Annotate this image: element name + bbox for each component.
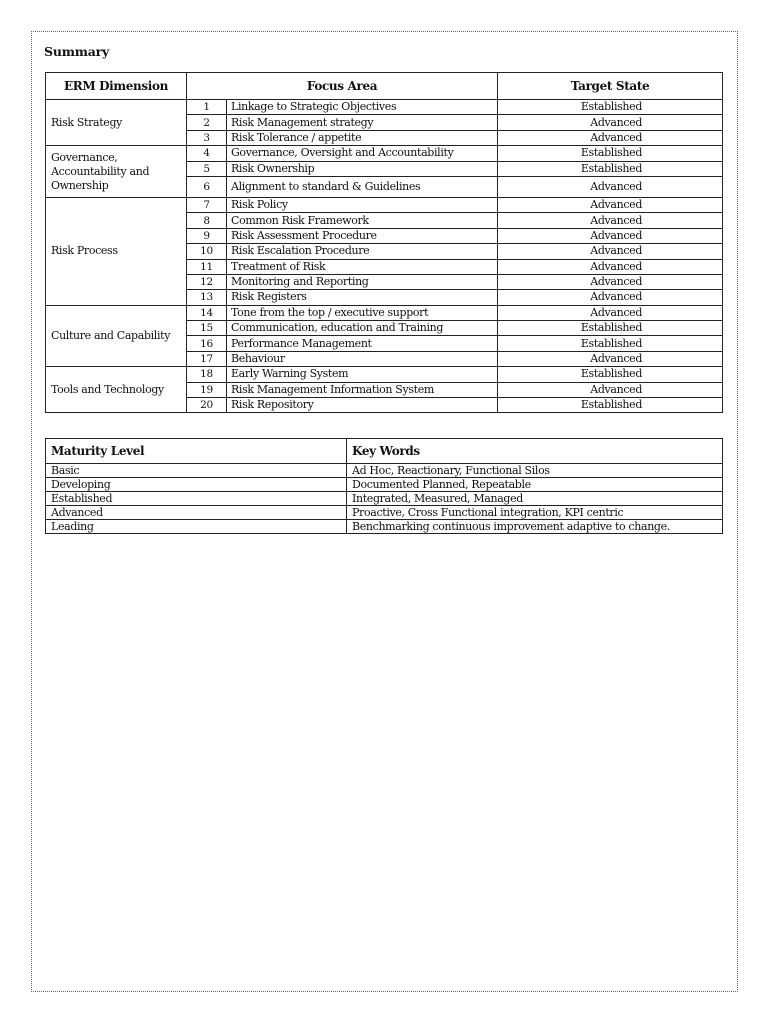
focus-area: Treatment of Risk [227, 259, 498, 274]
row-number: 20 [187, 398, 227, 413]
row-number: 12 [187, 274, 227, 289]
maturity-header-row [46, 439, 723, 464]
focus-area: Risk Management strategy [227, 115, 498, 130]
focus-area: Risk Ownership [227, 161, 498, 176]
table-row [46, 478, 723, 492]
target-state: Advanced [498, 305, 723, 320]
maturity-level: Developing [46, 478, 347, 492]
target-state: Established [498, 398, 723, 413]
table-row [46, 197, 723, 212]
focus-area: Communication, education and Training [227, 321, 498, 336]
summary-heading: Summary [44, 44, 110, 59]
target-state: Advanced [498, 197, 723, 212]
row-number: 15 [187, 321, 227, 336]
key-words: Documented Planned, Repeatable [347, 478, 723, 492]
target-state: Established [498, 336, 723, 351]
table-row [46, 520, 723, 534]
row-number: 3 [187, 130, 227, 145]
focus-area: Risk Policy [227, 197, 498, 212]
table-row [46, 464, 723, 478]
row-number: 6 [187, 176, 227, 197]
table-row [46, 492, 723, 506]
focus-area: Early Warning System [227, 367, 498, 382]
target-state: Advanced [498, 290, 723, 305]
key-words: Integrated, Measured, Managed [347, 492, 723, 506]
row-number: 9 [187, 228, 227, 243]
row-number: 14 [187, 305, 227, 320]
focus-area: Linkage to Strategic Objectives [227, 100, 498, 115]
row-number: 5 [187, 161, 227, 176]
maturity-table [45, 438, 723, 534]
header-target-state: Target State [498, 73, 723, 100]
target-state: Advanced [498, 228, 723, 243]
row-number: 11 [187, 259, 227, 274]
dimension-culture-capability: Culture and Capability [46, 305, 187, 367]
focus-area: Risk Repository [227, 398, 498, 413]
row-number: 10 [187, 244, 227, 259]
target-state: Established [498, 146, 723, 161]
row-number: 1 [187, 100, 227, 115]
table-row [46, 100, 723, 115]
target-state: Advanced [498, 351, 723, 366]
target-state: Established [498, 321, 723, 336]
target-state: Advanced [498, 213, 723, 228]
target-state: Advanced [498, 244, 723, 259]
row-number: 8 [187, 213, 227, 228]
table-row [46, 367, 723, 382]
row-number: 19 [187, 382, 227, 397]
dimension-tools-technology: Tools and Technology [46, 367, 187, 413]
target-state: Advanced [498, 382, 723, 397]
target-state: Advanced [498, 115, 723, 130]
row-number: 13 [187, 290, 227, 305]
table-row [46, 146, 723, 161]
target-state: Established [498, 100, 723, 115]
focus-area: Risk Assessment Procedure [227, 228, 498, 243]
row-number: 2 [187, 115, 227, 130]
summary-header-row [46, 73, 723, 100]
focus-area: Risk Management Information System [227, 382, 498, 397]
target-state: Advanced [498, 259, 723, 274]
focus-area: Common Risk Framework [227, 213, 498, 228]
row-number: 4 [187, 146, 227, 161]
target-state: Advanced [498, 176, 723, 197]
key-words: Ad Hoc, Reactionary, Functional Silos [347, 464, 723, 478]
row-number: 7 [187, 197, 227, 212]
focus-area: Risk Escalation Procedure [227, 244, 498, 259]
row-number: 16 [187, 336, 227, 351]
focus-area: Risk Tolerance / appetite [227, 130, 498, 145]
dimension-governance: Governance, Accountability and Ownership [46, 146, 187, 198]
row-number: 17 [187, 351, 227, 366]
focus-area: Behaviour [227, 351, 498, 366]
target-state: Established [498, 161, 723, 176]
focus-area: Alignment to standard & Guidelines [227, 176, 498, 197]
focus-area: Monitoring and Reporting [227, 274, 498, 289]
header-key-words: Key Words [347, 439, 723, 464]
dimension-risk-process: Risk Process [46, 197, 187, 305]
table-row [46, 305, 723, 320]
maturity-level: Established [46, 492, 347, 506]
focus-area: Tone from the top / executive support [227, 305, 498, 320]
maturity-level: Basic [46, 464, 347, 478]
table-row [46, 506, 723, 520]
row-number: 18 [187, 367, 227, 382]
target-state: Advanced [498, 130, 723, 145]
key-words: Proactive, Cross Functional integration, KPI centric [347, 506, 723, 520]
summary-table [45, 72, 723, 413]
dimension-risk-strategy: Risk Strategy [46, 100, 187, 146]
header-maturity-level: Maturity Level [46, 439, 347, 464]
focus-area: Risk Registers [227, 290, 498, 305]
maturity-level: Advanced [46, 506, 347, 520]
key-words: Benchmarking continuous improvement adaptive to change. [347, 520, 723, 534]
target-state: Advanced [498, 274, 723, 289]
header-erm-dimension: ERM Dimension [46, 73, 187, 100]
maturity-level: Leading [46, 520, 347, 534]
focus-area: Governance, Oversight and Accountability [227, 146, 498, 161]
target-state: Established [498, 367, 723, 382]
header-focus-area: Focus Area [187, 73, 498, 100]
focus-area: Performance Management [227, 336, 498, 351]
